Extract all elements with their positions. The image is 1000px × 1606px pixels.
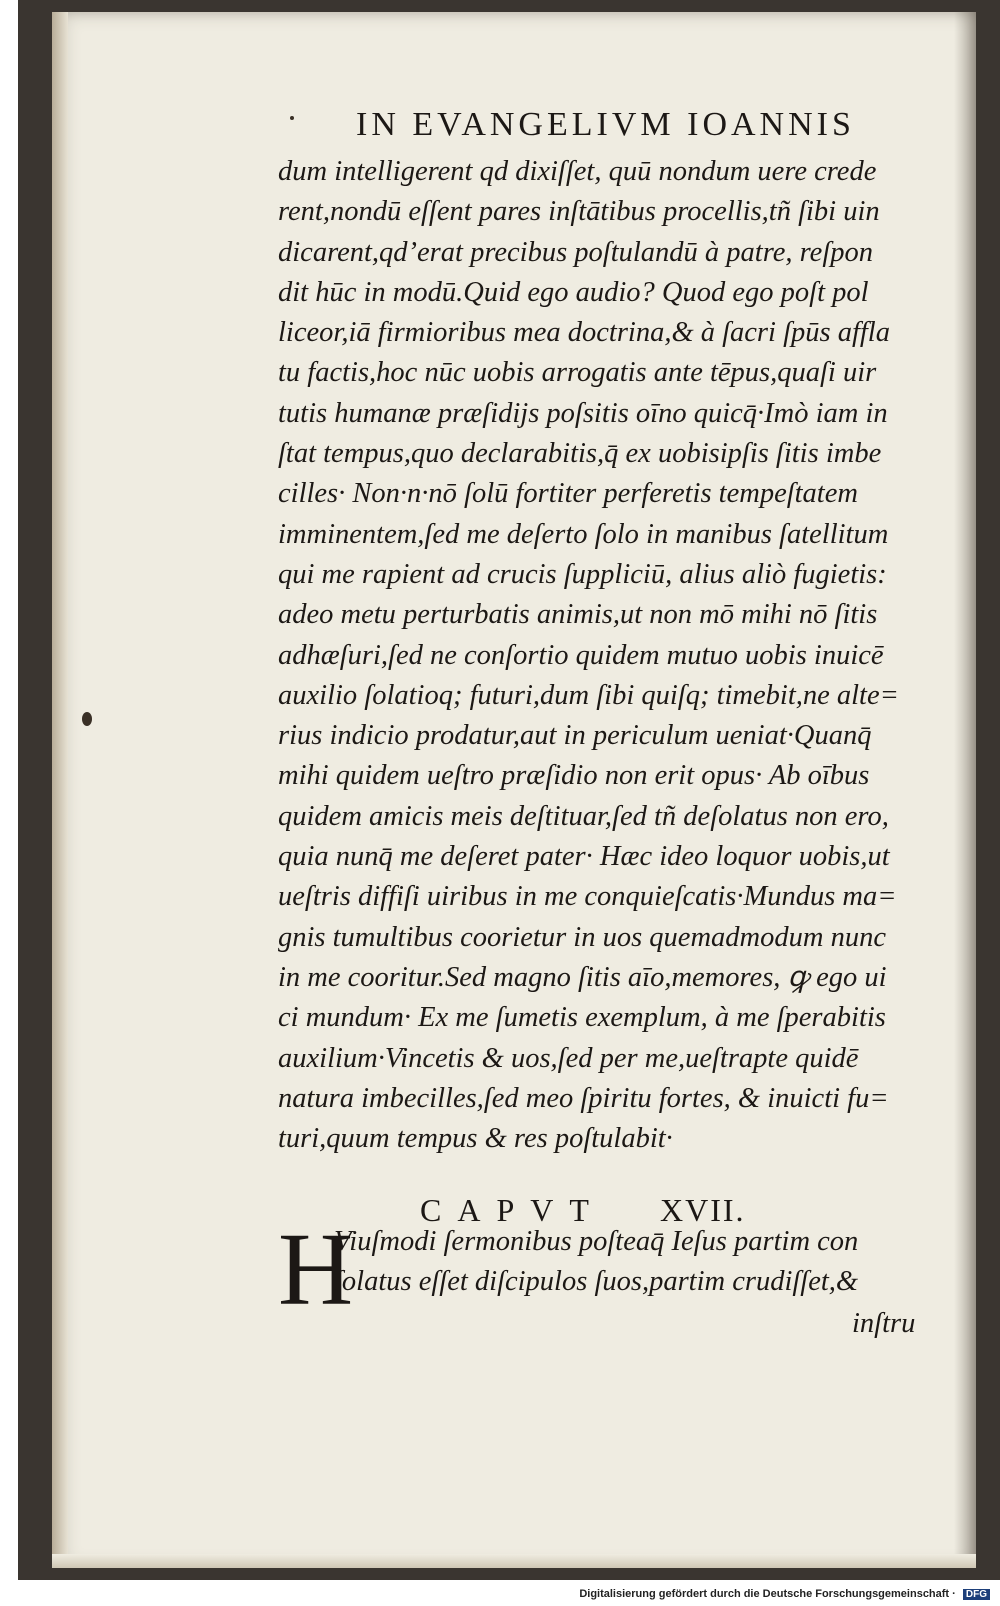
drop-cap-initial: H	[278, 1212, 354, 1327]
text-line: mihi quidem ueſtro præſidio non erit opus· Ab oībus	[278, 760, 870, 792]
ink-blot	[82, 712, 92, 726]
text-line: ueſtris diffiſi uiribus in me conquieſcatis·Mundus ma=	[278, 881, 897, 913]
text-line: adhæſuri,ſed ne conſortio quidem mutuo uobis inuicē	[278, 639, 884, 671]
text-line: Viuſmodi ſermonibus poſteaq̄ Ieſus partim con	[334, 1226, 859, 1257]
dfg-logo: DFG	[963, 1589, 990, 1600]
text-line: dum intelligerent qd dixiſſet, quū nondum uere crede	[278, 156, 877, 187]
text-line: auxilium·Vincetis & uos,ſed per me,ueſtrapte quidē	[278, 1042, 859, 1074]
text-line: cilles· Non·n·nō ſolū fortiter perferetis tempeſtatem	[278, 478, 858, 510]
catchword: inſtru	[852, 1308, 916, 1339]
chapter-text	[334, 1222, 934, 1303]
text-line: tu factis,hoc nūc uobis arrogatis ante tēpus,quaſi uir	[278, 357, 877, 389]
body-text	[278, 152, 928, 1159]
text-line: natura imbecilles,ſed meo ſpiritu fortes, & inuicti fu=	[278, 1082, 889, 1114]
text-line: dit hūc in modū.Quid ego audio? Quod ego poſt pol	[278, 276, 869, 308]
text-line: ſtat tempus,quo declarabitis,q̄ ex uobisipſis ſitis imbe	[278, 438, 882, 470]
page-edge-shadow	[954, 12, 976, 1568]
page-gutter	[52, 12, 68, 1568]
digitization-credit	[579, 1588, 990, 1600]
text-line: imminentem,ſed me deſerto ſolo in manibus ſatellitum	[278, 518, 889, 550]
chapter-heading: CAPVT	[420, 1192, 605, 1228]
text-line: in me cooritur.Sed magno ſitis aīo,memores, ꝙ ego ui	[278, 961, 887, 993]
text-line: quidem amicis meis deſtituar,ſed tñ deſolatus non ero,	[278, 800, 889, 832]
text-line: adeo metu perturbatis animis,ut non mō mihi nō ſitis	[278, 599, 878, 631]
text-line: gnis tumultibus coorietur in uos quemadmodum nunc	[278, 921, 886, 953]
running-head: IN EVANGELIVM IOANNIS	[356, 106, 855, 143]
page-bottom-edge	[52, 1554, 976, 1568]
text-line: auxilio ſolatioq; futuri,dum ſibi quiſq; timebit,ne alte=	[278, 679, 899, 711]
text-line: rent,nondū eſſent pares inſtātibus procellis,tñ ſibi uin	[278, 196, 880, 228]
text-line: ci mundum· Ex me ſumetis exemplum, à me ſperabitis	[278, 1002, 886, 1034]
text-line: rius indicio prodatur,aut in periculum ueniat·Quanq̄	[278, 720, 872, 752]
text-line: dicarent,qd’erat precibus poſtulandū à patre, reſpon	[278, 236, 873, 268]
credit-text: Digitalisierung gefördert durch die Deutsche Forschungsgemeinschaft ·	[579, 1588, 956, 1600]
text-line: turi,quum tempus & res poſtulabit·	[278, 1123, 673, 1155]
text-line: quia nunq̄ me deſeret pater· Hæc ideo loquor uobis,ut	[278, 841, 890, 873]
text-line: tutis humanæ præſidijs poſsitis oīno quicq̄·Imò iam in	[278, 397, 888, 429]
text-line: ſolatus eſſet diſcipulos ſuos,partim crudiſſet,&	[334, 1266, 859, 1298]
text-line: qui me rapient ad crucis ſuppliciū, alius aliò fugietis:	[278, 558, 887, 590]
text-line: liceor,iā firmioribus mea doctrina,& à ſacri ſpūs affla	[278, 317, 890, 349]
ink-speck	[290, 116, 294, 120]
chapter-number: XVII.	[660, 1192, 746, 1228]
